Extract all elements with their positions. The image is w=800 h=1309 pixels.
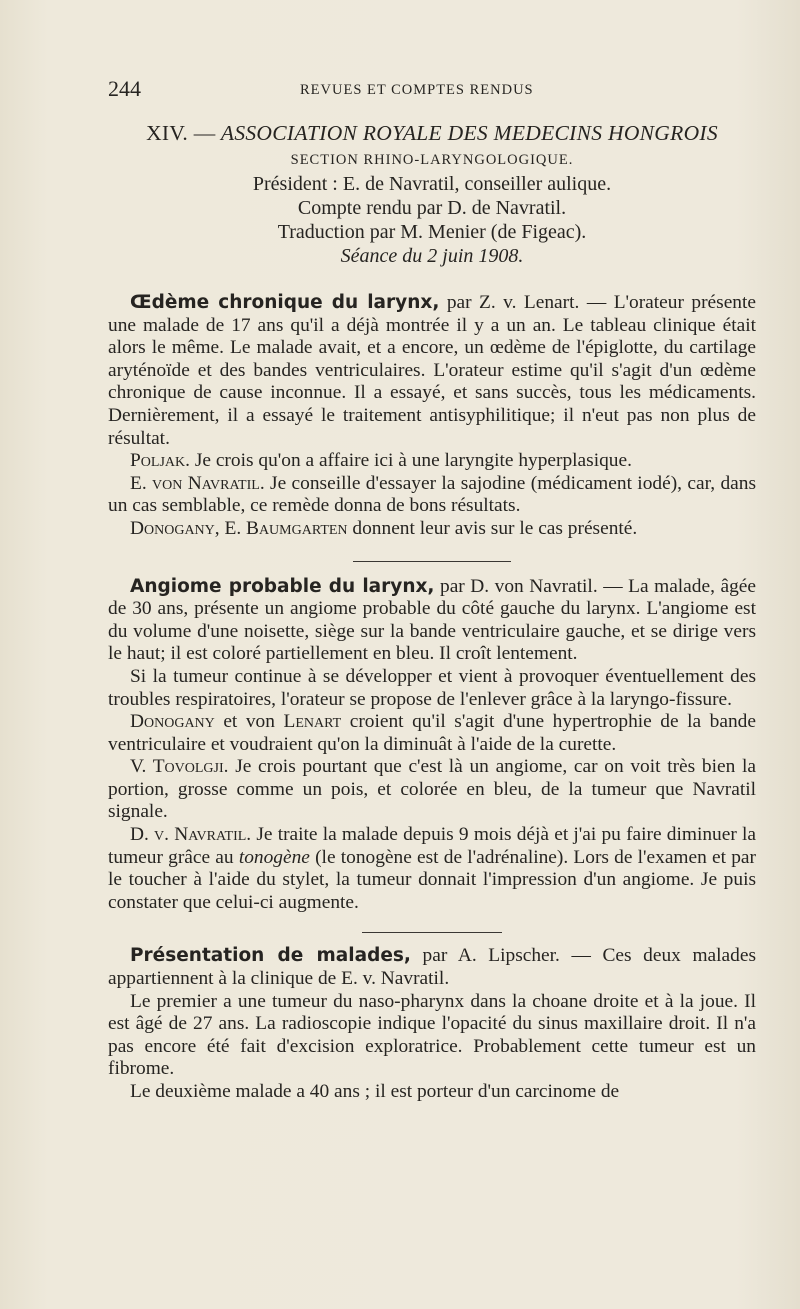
article-paragraph: [108, 576, 756, 666]
speaker-name: V. Tovolgji.: [130, 756, 229, 778]
article-author: par D. von Navratil. —: [440, 575, 623, 597]
paragraph-text: Si la tumeur continue à se développer et vient à provoquer éventuellement des troubles respiratoires, l'orateur se propose de l'enlever grâce à la laryngo-fissure.: [108, 665, 756, 710]
speaker-text: (le tonogène est de l'adrénaline). Lors de l'examen et par le toucher à l'aide du stylet, la tumeur donnait l'impression d'un angiome. Je puis constater que celui-ci augmente.: [108, 846, 756, 913]
speaker-paragraph: [108, 518, 756, 541]
article-paragraph: [108, 666, 756, 711]
paragraph-text: Ces deux malades appartiennent à la clinique de E. v. Navratil.: [108, 945, 757, 990]
article-heading: Œdème chronique du larynx,: [130, 292, 440, 313]
article-angiome: [108, 576, 756, 915]
section-name: SECTION RHINO-LARYNGOLOGIQUE.: [290, 152, 574, 168]
speaker-text: Je conseille d'essayer la sajodine (médicament iodé), car, dans un cas semblable, ce remède donna de bons résultats.: [108, 472, 756, 517]
speaker-text: donnent leur avis sur le cas présenté.: [352, 517, 638, 539]
separator-rule: [353, 561, 511, 562]
speaker-name: Lenart: [283, 711, 342, 733]
president-line: Président : E. de Navratil, conseiller aulique.: [252, 173, 612, 195]
speaker-name: Poljak.: [130, 450, 190, 472]
speaker-name: Donogany, E. Baumgarten: [130, 517, 348, 539]
speaker-joiner: et von: [223, 711, 275, 733]
section-title: [108, 118, 756, 148]
speaker-text: Je traite la malade depuis 9 mois déjà et j'ai pu faire diminuer la tumeur grâce au: [108, 824, 756, 868]
speaker-name: Donogany: [130, 711, 215, 733]
speaker-text: Je crois pourtant que c'est là un angiome, car on voit très bien la portion, grosse comme un pois, et colorée en bleu, de la tumeur que Navratil signale.: [108, 756, 756, 823]
page-content: [108, 118, 756, 1104]
paragraph-text: Le deuxième malade a 40 ans ; il est porteur d'un carcinome de: [130, 1081, 620, 1102]
report-line: Compte rendu par D. de Navratil.: [297, 197, 567, 219]
speaker-paragraph: [108, 824, 756, 914]
paragraph-text: L'orateur présente une malade de 17 ans qu'il a déjà montrée il y a un an. Le tableau clinique était alors le même. Le malade avait, et a encore, un œdème de l'épiglotte, du cartilage aryténoïde et des bandes ventriculaires. L'orateur estime qu'il s'agit d'un œdème chronique de cause inconnue. Il a essayé, et sans succès, tous les médicaments. Dernièrement, il a essayé le traitement antisyphilitique; il n'eut pas non plus de résultat.: [108, 292, 756, 449]
paragraph-text: La malade, âgée de 30 ans, présente un angiome probable du côté gauche du larynx. L'angiome est du volume d'une noisette, siège sur la bande ventriculaire gauche, et se dirige vers le haut; il est coloré partiellement en bleu. Il croît lentement.: [108, 575, 756, 665]
article-presentation: [108, 945, 756, 1103]
page-header: [0, 76, 800, 106]
article-heading: Présentation de malades,: [130, 945, 411, 967]
speaker-paragraph: [108, 450, 756, 473]
article-paragraph: [108, 1081, 756, 1104]
article-paragraph: [108, 991, 756, 1081]
paragraph-text: Le premier a une tumeur du naso-pharynx dans la choane droite et à la joue. Il est âgé de 27 ans. La radioscopie indique l'opacité du sinus maxillaire droit. Il n'a pas encore été fait d'excision exploratrice. Probablement cette tumeur est un fibrome.: [108, 990, 756, 1080]
article-paragraph: [108, 945, 756, 990]
article-oedeme: [108, 292, 756, 541]
speaker-name: E. von Navratil.: [130, 472, 265, 494]
page-number: 244: [108, 76, 141, 101]
speaker-name: D. v. Navratil.: [130, 824, 252, 846]
section-title-text: ASSOCIATION ROYALE DES MEDECINS HONGROIS: [220, 121, 718, 145]
translation-line: Traduction par M. Menier (de Figeac).: [277, 221, 587, 243]
running-head: REVUES ET COMPTES RENDUS: [300, 82, 534, 98]
speaker-paragraph: [108, 756, 756, 824]
emphasized-term: tonogène: [238, 846, 310, 868]
speaker-paragraph: [108, 473, 756, 518]
session-date: Séance du 2 juin 1908.: [340, 245, 524, 267]
article-author: par A. Lipscher. —: [422, 945, 591, 967]
article-paragraph: [108, 292, 756, 450]
section-number: XIV. —: [146, 121, 216, 145]
speaker-paragraph: [108, 711, 756, 756]
article-heading: Angiome probable du larynx,: [130, 575, 435, 597]
speaker-text: croient qu'il s'agit d'une hypertrophie de la bande ventriculaire et voudraient qu'on la diminuât à l'aide de la curette.: [108, 711, 756, 755]
speaker-text: Je crois qu'on a affaire ici à une laryngite hyperplasique.: [194, 450, 632, 472]
separator-rule: [362, 932, 502, 933]
article-author: par Z. v. Lenart. —: [446, 292, 607, 313]
